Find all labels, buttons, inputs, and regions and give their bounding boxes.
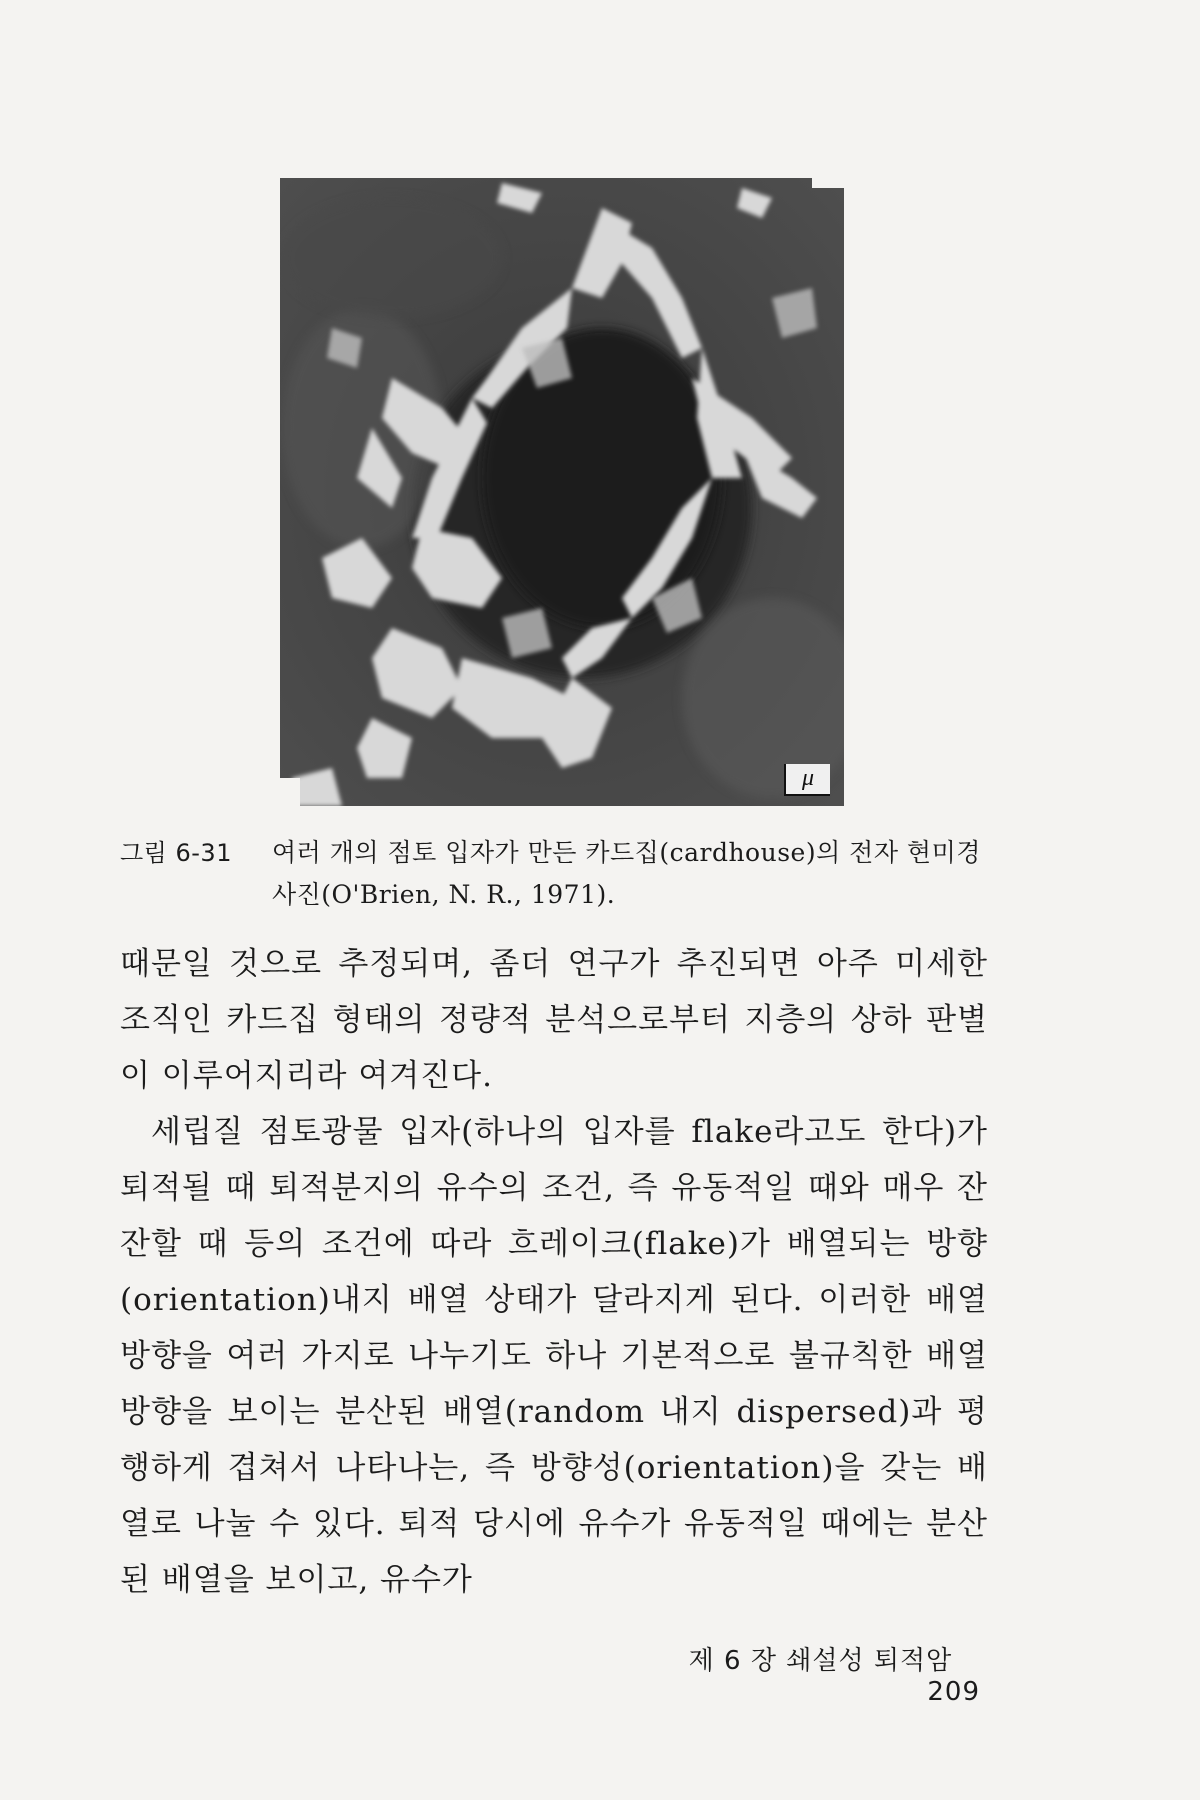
scale-bar-label: μ xyxy=(784,764,830,796)
body-text xyxy=(120,936,988,1608)
paragraph-2: 세립질 점토광물 입자(하나의 입자를 flake라고도 한다)가 퇴적될 때 퇴적분지의 유수의 조건, 즉 유동적일 때와 매우 잔잔할 때 등의 조건에 따라 흐레이크(flake)가 배열되는 방향(orientation)내지 배열 상태가 달라지게 된다. 이러한 배열 방향을 여러 가지로 나누기도 하나 기본적으로 불규칙한 배열 방향을 보이는 분산된 배열(random 내지 dispersed)과 평행하게 겹쳐서 나타나는, 즉 방향성(orientation)을 갖는 배열로 나눌 수 있다. 퇴적 당시에 유수가 유동적일 때에는 분산된 배열을 보이고, 유수가 xyxy=(120,1114,988,1598)
page-footer xyxy=(640,1640,980,1707)
electron-micrograph-figure xyxy=(272,178,844,806)
figure-caption xyxy=(120,832,1000,916)
paragraph-1: 때문일 것으로 추정되며, 좀더 연구가 추진되면 아주 미세한 조직인 카드집 형태의 정량적 분석으로부터 지층의 상하 판별이 이루어지리라 여겨진다. xyxy=(120,946,988,1094)
caption-line-2: 사진(O'Brien, N. R., 1971). xyxy=(272,880,616,909)
page-number: 209 xyxy=(927,1677,980,1707)
figure-number: 그림 6-31 xyxy=(120,839,232,867)
caption-line-1: 여러 개의 점토 입자가 만든 카드집(cardhouse)의 전자 현미경 xyxy=(272,838,981,867)
chapter-title: 제 6 장 쇄설성 퇴적암 xyxy=(688,1646,953,1676)
micrograph-image xyxy=(272,178,844,806)
